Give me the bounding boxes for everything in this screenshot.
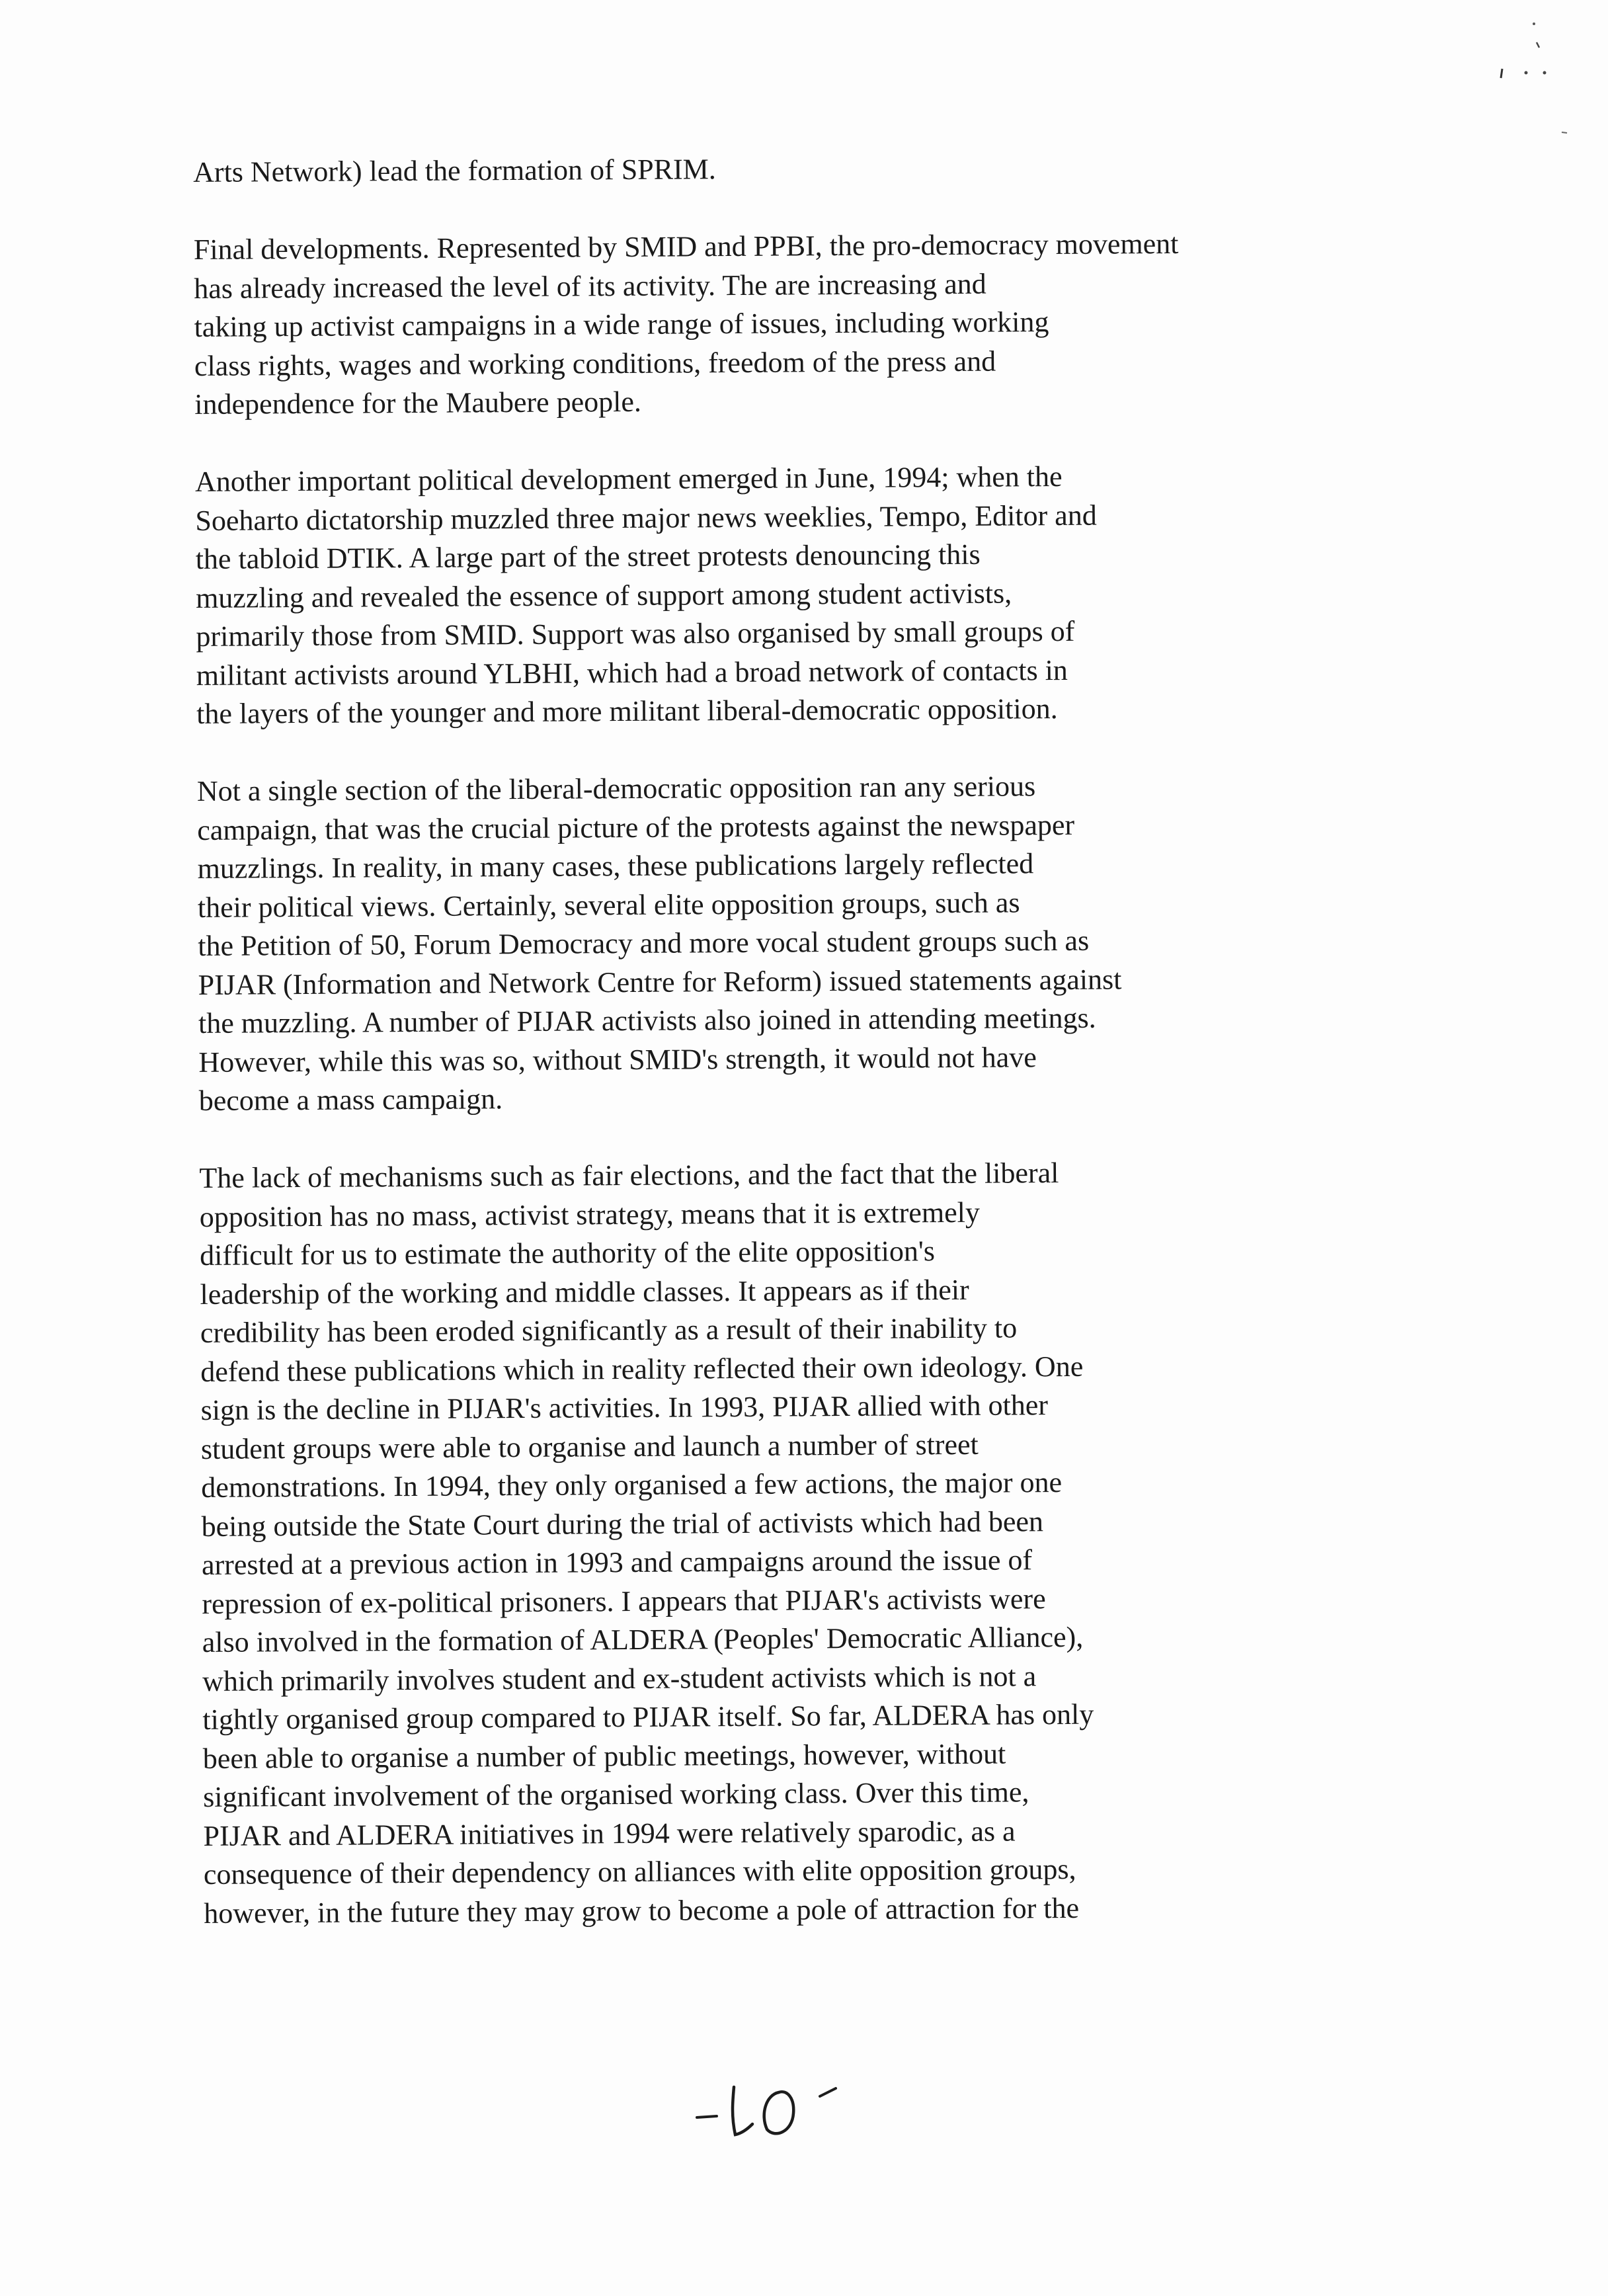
text-line: independence for the Maubere people. <box>194 385 642 421</box>
handwritten-page-number-mark <box>694 2069 846 2148</box>
text-line: Soeharto dictatorship muzzled three major news weeklies, Tempo, Editor and <box>195 499 1097 537</box>
document-body-text <box>193 146 1368 1971</box>
text-line: however, in the future they may grow to become a pole of attraction for the <box>204 1891 1080 1930</box>
text-line: defend these publications which in reality reflected their own ideology. One <box>200 1350 1084 1388</box>
text-line: PIJAR (Information and Network Centre for Reform) issued statements against <box>198 962 1122 1001</box>
text-line: arrested at a previous action in 1993 and campaigns around the issue of <box>201 1543 1033 1581</box>
paragraph <box>195 456 1360 733</box>
paragraph <box>194 224 1359 424</box>
text-line: being outside the State Court during the trial of activists which had been <box>201 1504 1044 1543</box>
text-line: which primarily involves student and ex-student activists which is not a <box>202 1659 1037 1698</box>
paragraph <box>197 765 1363 1120</box>
text-line: militant activists around YLBHI, which had a broad network of contacts in <box>196 653 1068 692</box>
text-line: student groups were able to organise and launch a number of street <box>200 1428 979 1465</box>
text-line: credibility has been eroded significantly as a result of their inability to <box>200 1311 1018 1349</box>
text-line: However, while this was so, without SMID's strength, it would not have <box>198 1040 1037 1079</box>
text-line: PIJAR and ALDERA initiatives in 1994 were relatively sparodic, as a <box>203 1814 1016 1852</box>
text-line: the tabloid DTIK. A large part of the street protests denouncing this <box>195 538 981 575</box>
text-line: demonstrations. In 1994, they only organised a few actions, the major one <box>201 1466 1063 1504</box>
page-number <box>694 2069 846 2148</box>
text-line: tightly organised group compared to PIJAR itself. So far, ALDERA has only <box>202 1698 1094 1736</box>
text-line: muzzlings. In reality, in many cases, these publications largely reflected <box>197 847 1034 885</box>
text-line: their political views. Certainly, several elite opposition groups, such as <box>197 885 1020 924</box>
text-line: has already increased the level of its activity. The are increasing and <box>194 267 986 305</box>
text-line: the muzzling. A number of PIJAR activists also joined in attending meetings. <box>198 1001 1096 1040</box>
text-line: primarily those from SMID. Support was also organised by small groups of <box>196 614 1075 653</box>
text-line: been able to organise a number of public meetings, however, without <box>202 1737 1006 1775</box>
text-line: repression of ex-political prisoners. I appears that PIJAR's activists were <box>202 1582 1046 1620</box>
text-line: sign is the decline in PIJAR's activities. In 1993, PIJAR allied with other <box>200 1389 1049 1426</box>
text-line: the layers of the younger and more militant liberal-democratic opposition. <box>196 692 1058 730</box>
text-line: Arts Network) lead the formation of SPRIM. <box>193 153 716 188</box>
paragraph <box>199 1152 1367 1933</box>
scan-speck-marks <box>1481 13 1580 139</box>
text-line: Not a single section of the liberal-democratic opposition ran any serious <box>196 770 1036 807</box>
text-line: the Petition of 50, Forum Democracy and more vocal student groups such as <box>198 924 1090 962</box>
text-line: Another important political development emerged in June, 1994; when the <box>194 460 1063 498</box>
text-line: significant involvement of the organised working class. Over this time, <box>203 1776 1029 1813</box>
text-line: The lack of mechanisms such as fair elections, and the fact that the liberal <box>199 1157 1059 1194</box>
text-line: Final developments. Represented by SMID and PPBI, the pro-democracy movement <box>193 227 1179 266</box>
text-line: difficult for us to estimate the authority of the elite opposition's <box>200 1235 936 1272</box>
text-line: taking up activist campaigns in a wide range of issues, including working <box>194 306 1049 343</box>
paragraph <box>193 146 1357 192</box>
text-line: consequence of their dependency on alliances with elite opposition groups, <box>203 1852 1076 1891</box>
text-line: class rights, wages and working conditions, freedom of the press and <box>194 345 996 382</box>
text-line: become a mass campaign. <box>198 1083 503 1117</box>
text-line: opposition has no mass, activist strategy, means that it is extremely <box>199 1196 981 1233</box>
text-line: campaign, that was the crucial picture of the protests against the newspaper <box>197 808 1075 846</box>
text-line: also involved in the formation of ALDERA (Peoples' Democratic Alliance), <box>202 1620 1084 1659</box>
text-line: muzzling and revealed the essence of support among student activists, <box>195 576 1012 614</box>
text-line: leadership of the working and middle classes. It appears as if their <box>200 1273 969 1311</box>
